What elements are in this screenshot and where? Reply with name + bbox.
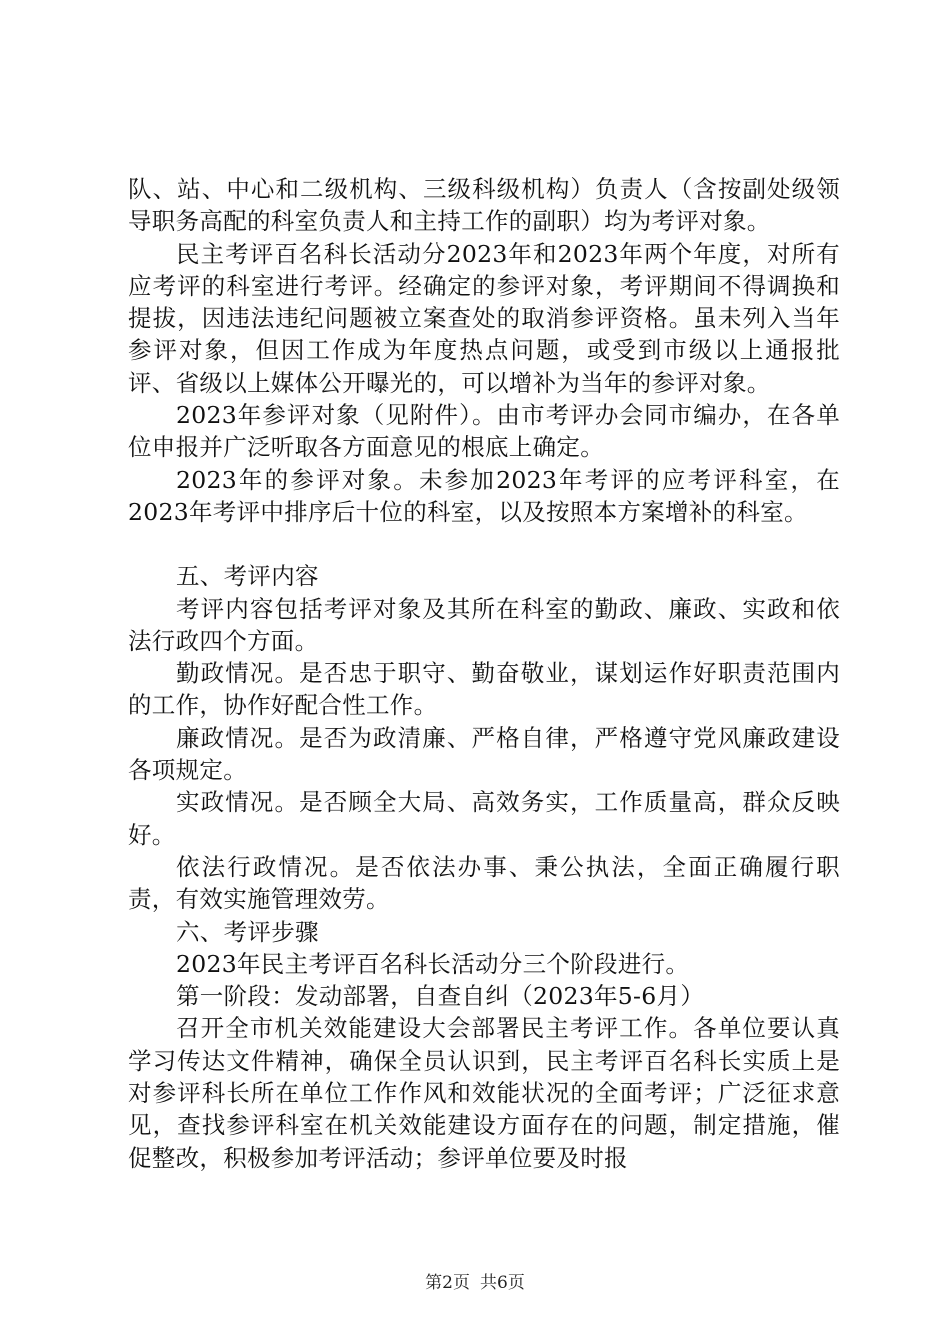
paragraph: 2023年参评对象（见附件）。由市考评办会同市编办，在各单位申报并广泛听取各方面意见的根底上确定。 xyxy=(128,401,840,462)
paragraph-spacer xyxy=(128,528,840,560)
paragraph-continued: 队、站、中心和二级机构、三级科级机构）负责人（含按副处级领导职务高配的科室负责人和主持工作的副职）均为考评对象。 xyxy=(128,175,840,236)
paragraph: 召开全市机关效能建设大会部署民主考评工作。各单位要认真学习传达文件精神，确保全员认识到，民主考评百名科长实质上是对参评科长所在单位工作作风和效能状况的全面考评；广泛征求意见，查找参评科室在机关效能建设方面存在的问题，制定措施，催促整改，积极参加考评活动；参评单位要及时报 xyxy=(128,1014,840,1172)
page-total: 共6页 xyxy=(480,1273,525,1293)
paragraph: 实政情况。是否顾全大局、高效务实，工作质量高，群众反映好。 xyxy=(128,788,840,849)
section-heading: 六、考评步骤 xyxy=(176,917,319,946)
paragraph: 廉政情况。是否为政清廉、严格自律，严格遵守党风廉政建设各项规定。 xyxy=(128,723,840,785)
paragraph: 2023年民主考评百名科长活动分三个阶段进行。 xyxy=(176,949,690,978)
page-footer xyxy=(0,1268,950,1293)
paragraph: 依法行政情况。是否依法办事、秉公执法，全面正确履行职责，有效实施管理效劳。 xyxy=(128,852,840,914)
paragraph: 2023年的参评对象。未参加2023年考评的应考评科室，在2023年考评中排序后十位的科室，以及按照本方案增补的科室。 xyxy=(128,465,840,526)
phase-heading: 第一阶段：发动部署，自查自纠（2023年5-6月） xyxy=(176,982,705,1011)
section-heading: 五、考评内容 xyxy=(176,562,319,591)
paragraph: 勤政情况。是否忠于职守、勤奋敬业，谋划运作好职责范围内的工作，协作好配合性工作。 xyxy=(128,659,840,720)
paragraph: 考评内容包括考评对象及其所在科室的勤政、廉政、实政和依法行政四个方面。 xyxy=(128,594,840,655)
document-body xyxy=(128,173,840,1174)
page-number: 第2页 xyxy=(425,1273,470,1293)
paragraph: 民主考评百名科长活动分2023年和2023年两个年度，对所有应考评的科室进行考评。经确定的参评对象，考评期间不得调换和提拔，因违法违纪问题被立案查处的取消参评资格。虽未列入当年参评对象，但因工作成为年度热点问题，或受到市级以上通报批评、省级以上媒体公开曝光的，可以增补为当年的参评对象。 xyxy=(128,239,840,397)
